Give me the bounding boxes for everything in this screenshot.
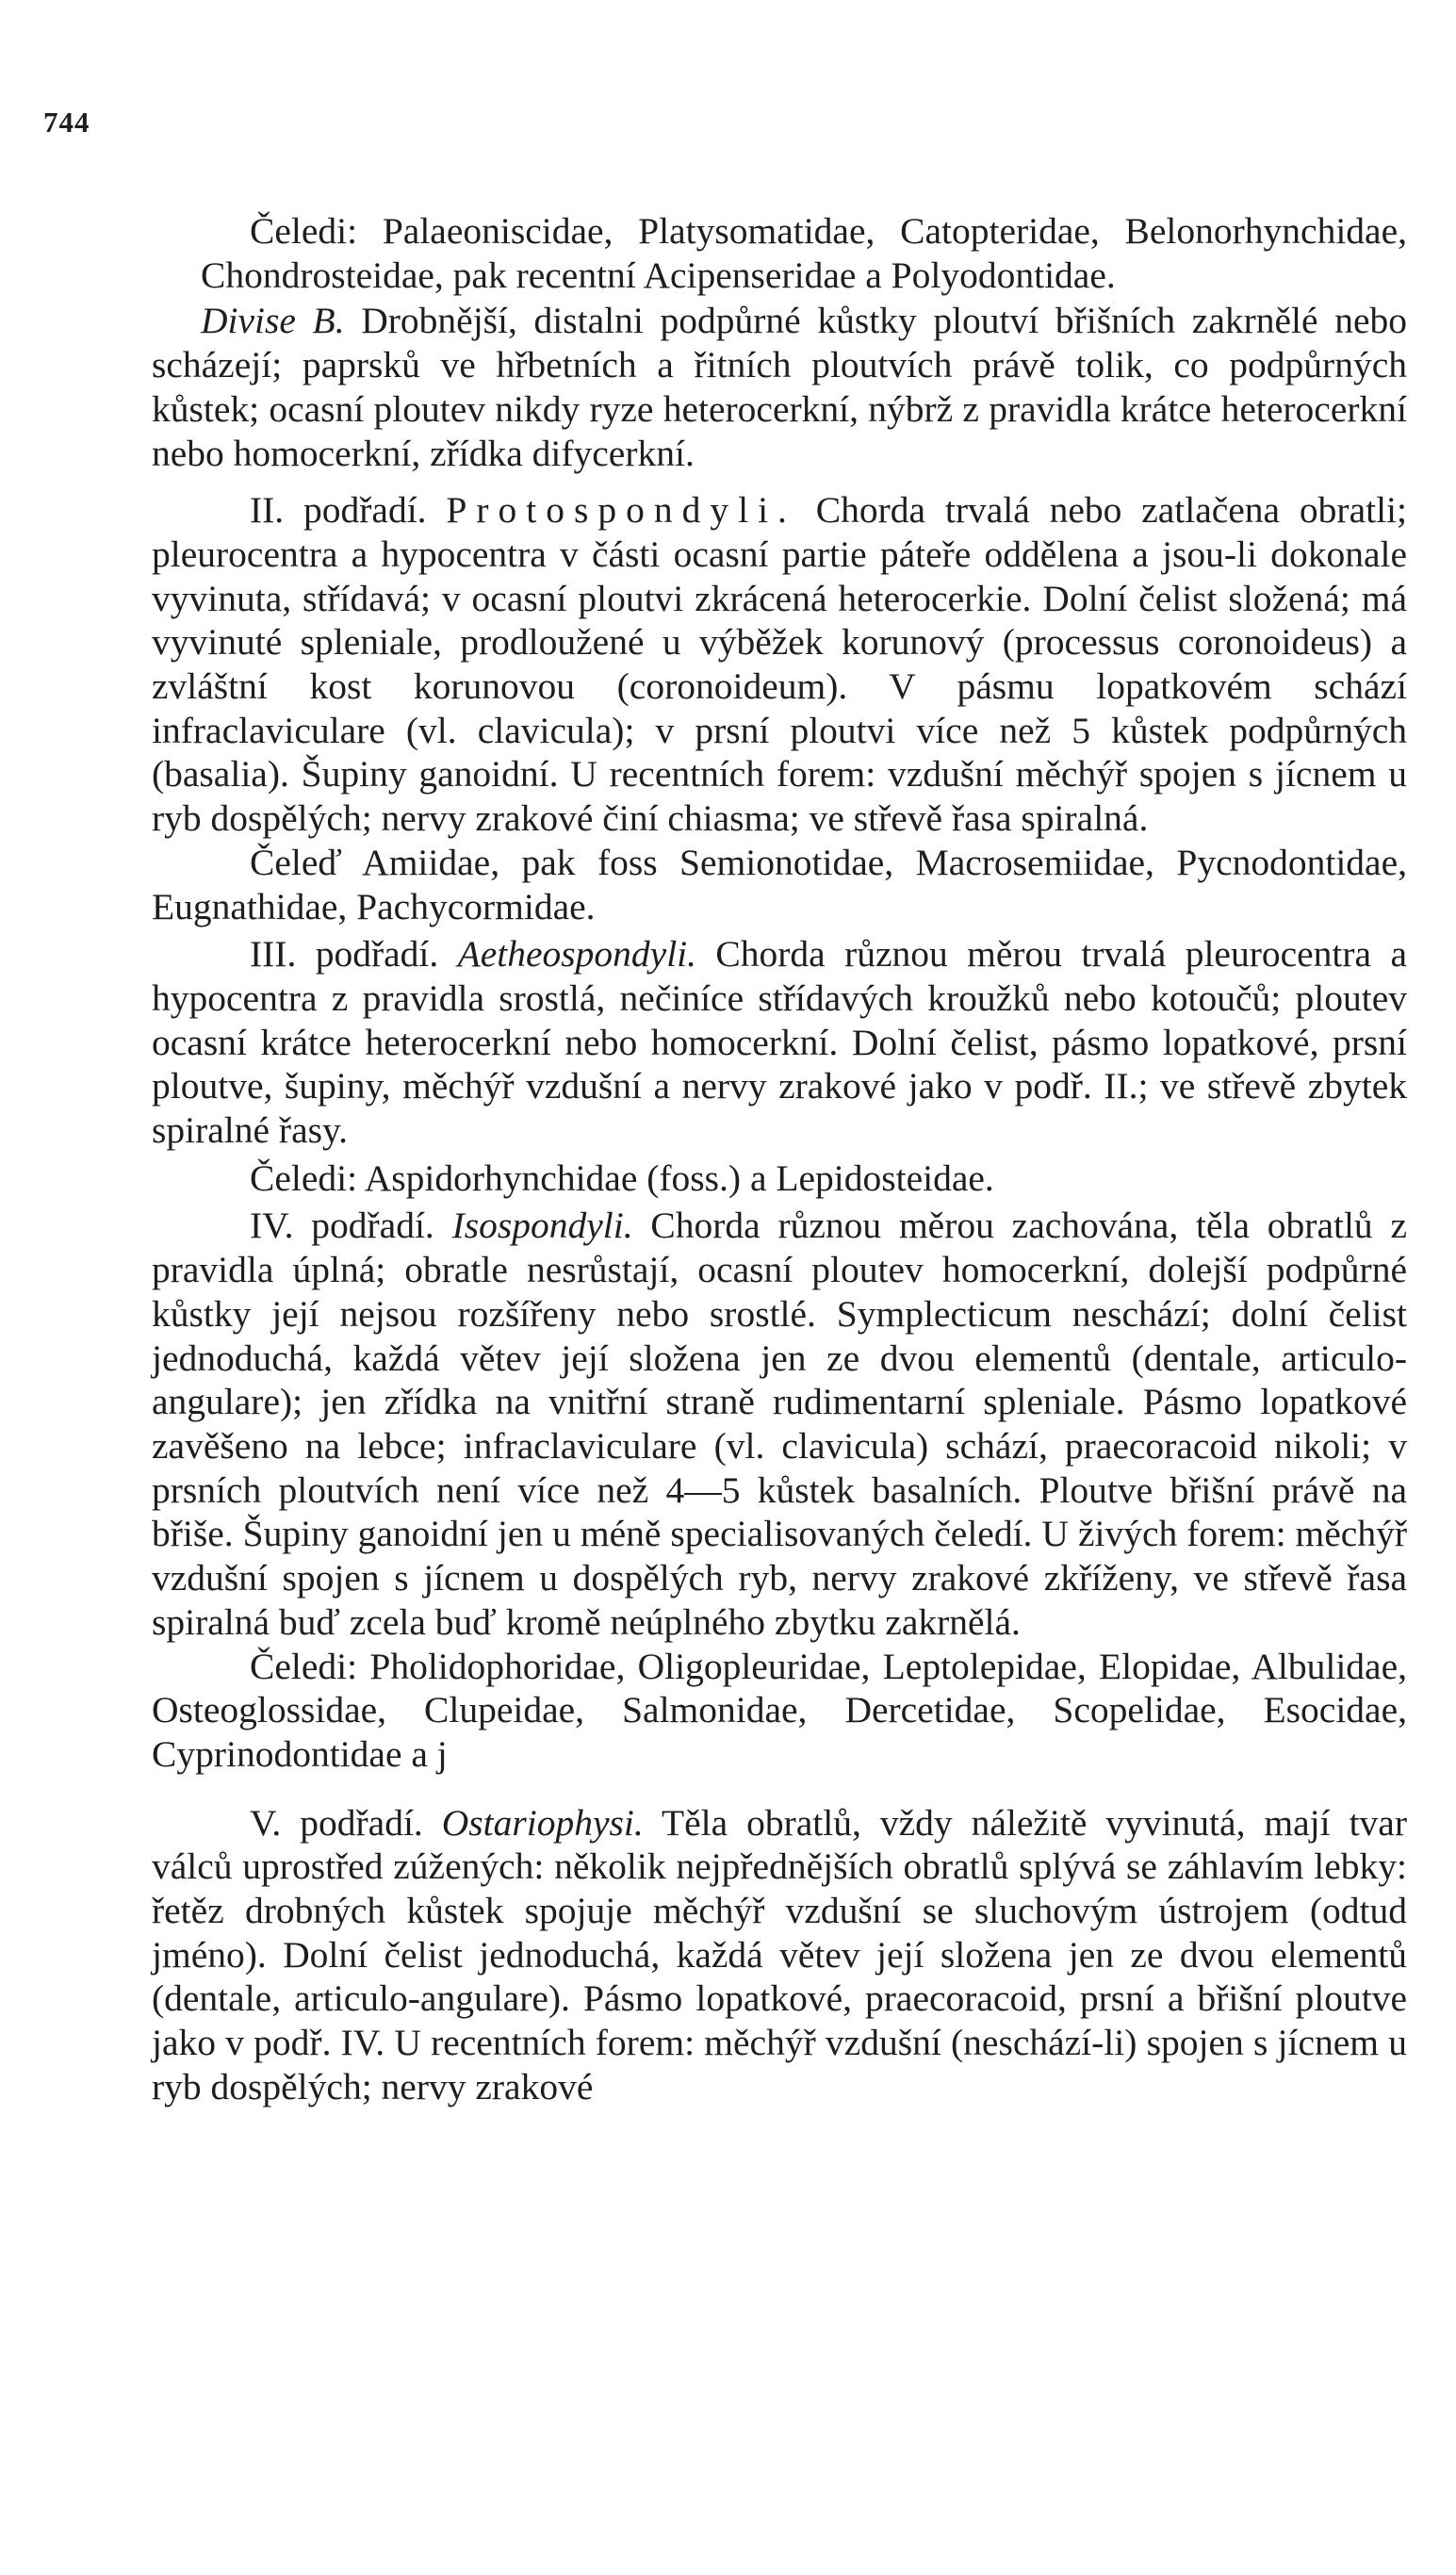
divise-b-text: Drobnější, distalni podpůrné kůstky ploutví břišních zakrnělé nebo scházejí; paprsků ve hřbetních a řitních ploutvích právě tolik, co podpůrných kůstek; ocasní ploutev nikdy ryze heterocerkní, nýbrž z pravidla krátce heterocerkní nebo homocerkní, zřídka difycerkní. xyxy=(152,300,1407,474)
paragraph-families-aspidorhynchidae: Čeledi: Aspidorhynchidae (foss.) a Lepidosteidae. xyxy=(250,1156,994,1199)
isospondyli-text: Chorda různou měrou zachována, těla obratlů z pravidla úplná; obratle nesrůstají, ocasní ploutev homocerkní, dolejší podpůrné kůstky její nejsou rozšířeny nebo srostlé. Symplecticum neschází; dolní čelist jednoduchá, každá větev její složena jen ze dvou elementů (dentale, articulo-angulare); jen zřídka na vnitřní straně rudimentarní spleniale. Pásmo lopatkové zavěšeno na lebce; infraclaviculare (vl. clavicula) schází, praecoracoid nikoli; v prsních ploutvích není více než 4—5 kůstek basalních. Ploutve břišní právě na břiše. Šupiny ganoidní jen u méně specialisovaných čeledí. U živých forem: měchýř vzdušní spojen s jícnem u dospělých ryb, nervy zrakové zkříženy, ve střevě řasa spiralná buď zcela buď kromě neúplného zbytku zakrnělá. xyxy=(152,1205,1408,1643)
paragraph-divise-b xyxy=(152,299,1407,475)
aetheospondyli-title: Aetheospondyli. xyxy=(457,933,697,976)
paragraph-families-pholidophoridae: Čeledi: Pholidophoridae, Oligopleuridae, Leptolepidae, Elopidae, Albulidae, Osteoglossidae, Clupeidae, Salmonidae, Dercetidae, Scopelidae, Esocidae, Cyprinodontidae a j xyxy=(152,1645,1407,1775)
ostariophysi-lead: V. podřadí. xyxy=(250,1801,442,1844)
paragraph-suborder-ostariophysi xyxy=(152,1801,1407,2109)
text-body xyxy=(152,209,1408,2109)
paragraph-suborder-aetheospondyli xyxy=(152,932,1407,1153)
paragraph-suborder-protospondyli xyxy=(152,488,1407,841)
aetheospondyli-text: Chorda různou měrou trvalá pleurocentra a hypocentra z pravidla srostlá, nečiníce střídavých kroužků nebo kotoučů; ploutev ocasní krátce heterocerkní nebo homocerkní. Dolní čelist, pásmo lopatkové, prsní ploutve, šupiny, měchýř vzdušní a nervy zrakové jako v podř. II.; ve střevě zbytek spiralné řasy. xyxy=(152,933,1407,1152)
ostariophysi-title: Ostariophysi. xyxy=(441,1801,644,1844)
isospondyli-lead: IV. podřadí. xyxy=(250,1205,452,1247)
protospondyli-lead: II. podřadí. xyxy=(250,489,447,532)
page-number: 744 xyxy=(43,106,90,139)
paragraph-suborder-isospondyli xyxy=(152,1204,1407,1644)
divise-b-title: Divise B. xyxy=(201,300,345,342)
isospondyli-title: Isospondyli. xyxy=(451,1205,633,1247)
protospondyli-text: Chorda trvalá nebo zatlačena obratli; pleurocentra a hypocentra v části ocasní partie páteře oddělena a jsou-li dokonale vyvinuta, střídavá; v ocasní ploutvi zkrácená heterocerkie. Dolní čelist složená; má vyvinuté spleniale, prodloužené u výběžek korunový (processus coronoideus) a zvláštní kost korunovou (coronoideum). V pásmu lopatkovém schází infraclaviculare (vl. clavicula); v prsní ploutvi více než 5 kůstek podpůrných (basalia). Šupiny ganoidní. U recentních forem: vzdušní měchýř spojen s jícnem u ryb dospělých; nervy zrakové činí chiasma; ve střevě řasa spiralná. xyxy=(152,489,1407,840)
protospondyli-title: Protospondyli. xyxy=(446,489,796,532)
ostariophysi-text: Těla obratlů, vždy náležitě vyvinutá, mají tvar válců uprostřed zúžených: několik nejpřednějších obratlů splývá se záhlavím lebky: řetěz drobných kůstek spojuje měchýř vzdušní se sluchovým ústrojem (odtud jméno). Dolní čelist jednoduchá, každá větev její složena jen ze dvou elementů (dentale, articulo-angulare). Pásmo lopatkové, praecoracoid, prsní a břišní ploutve jako v podř. IV. U recentních forem: měchýř vzdušní (neschází-li) spojen s jícnem u ryb dospělých; nervy zrakové xyxy=(152,1801,1407,2108)
paragraph-families-amiidae: Čeleď Amiidae, pak foss Semionotidae, Macrosemiidae, Pycnodontidae, Eugnathidae, Pachycormidae. xyxy=(152,841,1407,927)
paragraph-families-palaeoniscidae: Čeledi: Palaeoniscidae, Platysomatidae, Catopteridae, Belonorhynchidae, Chondrosteidae, pak recentní Acipenseridae a Polyodontidae. xyxy=(201,210,1407,296)
aetheospondyli-lead: III. podřadí. xyxy=(250,933,458,976)
